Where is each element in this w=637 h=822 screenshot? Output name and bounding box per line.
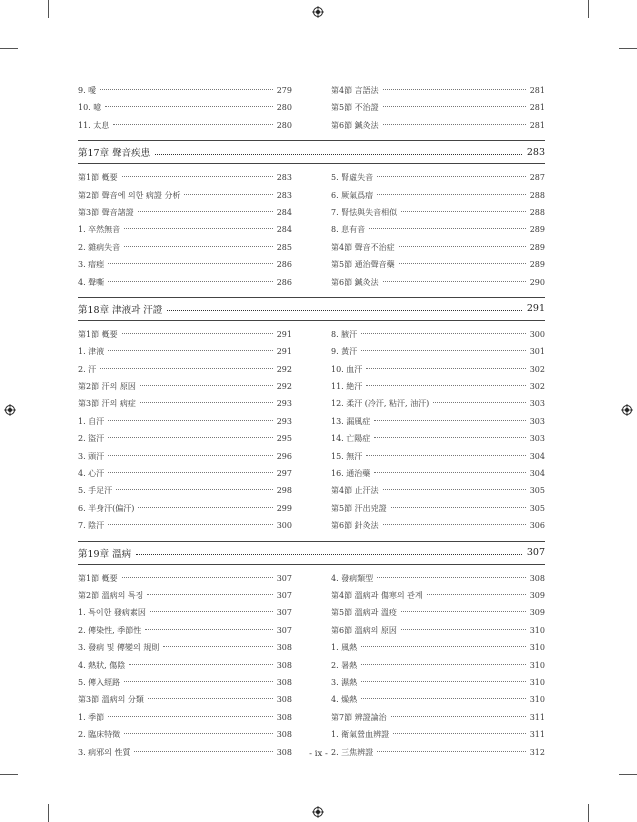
entry-title: 7. 陰汗	[78, 521, 105, 531]
entry-page: 291	[276, 347, 292, 357]
toc-entry	[331, 395, 545, 412]
chapter-page: 307	[526, 547, 545, 559]
leader-dots	[155, 154, 522, 155]
entry-page: 293	[276, 399, 292, 409]
entry-title: 5. 傳入經路	[78, 677, 121, 687]
entry-title: 第6節 鍼灸法	[331, 120, 379, 130]
leader-dots	[148, 698, 273, 699]
entry-page: 305	[529, 486, 545, 496]
entry-page: 284	[276, 225, 292, 235]
leader-dots	[122, 333, 273, 334]
toc-entry	[331, 604, 545, 621]
crop-mark	[619, 48, 637, 49]
entry-page: 308	[276, 677, 292, 687]
leader-dots	[122, 577, 273, 578]
toc-entry	[331, 448, 545, 465]
crop-mark	[588, 804, 589, 822]
toc-entry	[78, 343, 292, 360]
entry-page: 304	[529, 469, 545, 479]
entry-title: 2. 雜病失音	[78, 242, 121, 252]
toc-entry	[331, 517, 545, 534]
entry-page: 280	[276, 103, 292, 113]
entry-title: 第4節 止汗法	[331, 486, 379, 496]
leader-dots	[124, 681, 273, 682]
toc-entry	[78, 378, 292, 395]
leader-dots	[383, 106, 526, 107]
entry-page: 298	[276, 486, 292, 496]
leader-dots	[108, 350, 273, 351]
entry-page: 300	[529, 329, 545, 339]
chapter-17-entries	[78, 169, 545, 291]
leader-dots	[374, 437, 525, 438]
right-column	[331, 169, 545, 291]
registration-mark-icon	[312, 6, 324, 18]
entry-page: 292	[276, 364, 292, 374]
entry-page: 308	[276, 730, 292, 740]
entry-page: 289	[529, 242, 545, 252]
leader-dots	[399, 263, 526, 264]
entry-title: 6. 半身汗(偏汗)	[78, 503, 135, 513]
entry-title: 第4節 言語法	[331, 86, 379, 95]
entry-title: 3. 病邪의 性質	[78, 747, 131, 757]
toc-entry	[331, 726, 545, 743]
entry-page: 310	[529, 695, 545, 705]
leader-dots	[383, 489, 526, 490]
leader-dots	[361, 681, 526, 682]
entry-title: 12. 柔汗 (冷汗, 粘汗, 油汗)	[331, 399, 430, 409]
toc-entry	[331, 657, 545, 674]
entry-page: 304	[529, 451, 545, 461]
toc-entry	[78, 570, 292, 587]
toc-entry	[331, 587, 545, 604]
entry-page: 296	[276, 451, 292, 461]
leader-dots	[361, 646, 526, 647]
toc-entry	[78, 256, 292, 273]
entry-title: 3. 頭汗	[78, 451, 105, 461]
entry-page: 303	[529, 434, 545, 444]
entry-title: 15. 無汗	[331, 451, 363, 461]
toc-entry	[78, 587, 292, 604]
toc-entry	[78, 413, 292, 430]
chapter-19-entries	[78, 570, 545, 761]
crop-mark	[48, 0, 49, 18]
entry-page: 290	[529, 277, 545, 287]
toc-entry	[78, 361, 292, 378]
entry-title: 1. 卒然無音	[78, 225, 121, 235]
entry-title: 1. 특이한 發病素因	[78, 608, 146, 618]
entry-page: 307	[276, 573, 292, 583]
entry-page: 302	[529, 382, 545, 392]
toc-entry	[331, 221, 545, 238]
entry-page: 289	[529, 260, 545, 270]
entry-title: 第5節 不治證	[331, 103, 379, 113]
leader-dots	[366, 385, 525, 386]
entry-page: 310	[529, 625, 545, 635]
leader-dots	[116, 489, 273, 490]
leader-dots	[129, 664, 272, 665]
entry-page: 292	[276, 382, 292, 392]
intro-section	[78, 82, 545, 134]
entry-page: 306	[529, 521, 545, 531]
leader-dots	[361, 698, 526, 699]
entry-title: 5. 手足汗	[78, 486, 113, 496]
entry-title: 第2節 汗의 原因	[78, 382, 136, 392]
toc-entry	[331, 465, 545, 482]
entry-title: 2. 盜汗	[78, 434, 105, 444]
entry-page: 288	[529, 190, 545, 200]
page-number: - ix -	[309, 749, 328, 759]
entry-page: 300	[276, 521, 292, 531]
leader-dots	[100, 89, 273, 90]
entry-title: 14. 亡陽症	[331, 434, 371, 444]
right-column	[331, 326, 545, 535]
toc-entry	[331, 117, 545, 134]
entry-title: 1. 季節	[78, 712, 105, 722]
entry-title: 第1節 槪要	[78, 329, 118, 339]
leader-dots	[124, 733, 273, 734]
leader-dots	[401, 211, 526, 212]
leader-dots	[377, 176, 526, 177]
entry-title: 第4節 溫病과 傷寒의 관계	[331, 590, 423, 600]
left-column	[78, 570, 292, 761]
crop-mark	[48, 804, 49, 822]
entry-page: 286	[276, 260, 292, 270]
entry-page: 309	[529, 608, 545, 618]
toc-entry	[78, 187, 292, 204]
leader-dots	[401, 629, 526, 630]
entry-title: 第2節 溫病의 특징	[78, 590, 144, 600]
leader-dots	[140, 402, 273, 403]
leader-dots	[383, 124, 526, 125]
entry-page: 307	[276, 608, 292, 618]
leader-dots	[383, 281, 526, 282]
entry-page: 283	[276, 173, 292, 183]
left-column	[78, 169, 292, 291]
toc-entry	[331, 204, 545, 221]
entry-title: 16. 通治藥	[331, 469, 371, 479]
leader-dots	[167, 310, 522, 311]
entry-page: 312	[529, 747, 545, 757]
toc-entry	[331, 482, 545, 499]
toc-entry	[78, 169, 292, 186]
toc-entry	[78, 500, 292, 517]
entry-title: 第5節 汗出兇證	[331, 503, 387, 513]
entry-title: 2. 暑熱	[331, 660, 358, 670]
leader-dots	[124, 228, 273, 229]
leader-dots	[369, 228, 526, 229]
leader-dots	[427, 594, 526, 595]
toc-entry	[78, 622, 292, 639]
toc-entry	[331, 239, 545, 256]
toc-entry	[331, 691, 545, 708]
entry-page: 303	[529, 416, 545, 426]
entry-page: 291	[276, 329, 292, 339]
entry-title: 9. 噯	[78, 86, 97, 95]
entry-title: 5. 腎虛失音	[331, 173, 374, 183]
entry-title: 2. 汗	[78, 364, 97, 374]
entry-title: 4. 熱狀, 傷陰	[78, 660, 126, 670]
entry-page: 308	[276, 660, 292, 670]
entry-title: 第6節 鍼灸法	[331, 277, 379, 287]
entry-title: 4. 心汗	[78, 469, 105, 479]
entry-title: 第5節 溫病과 溫疫	[331, 608, 397, 618]
toc-entry	[331, 430, 545, 447]
entry-title: 1. 自汗	[78, 416, 105, 426]
chapter-18-entries	[78, 326, 545, 535]
toc-entry	[78, 517, 292, 534]
chapter-title: 第17章 聲音疾患	[78, 148, 151, 160]
crop-mark	[588, 0, 589, 18]
toc-entry	[78, 604, 292, 621]
entry-title: 3. 發病 및 傳變의 規則	[78, 643, 160, 653]
entry-title: 10. 噫	[78, 103, 102, 113]
entry-title: 1. 風熱	[331, 643, 358, 653]
entry-page: 279	[276, 86, 292, 95]
leader-dots	[383, 524, 526, 525]
toc-entry	[78, 430, 292, 447]
toc-entry	[78, 274, 292, 291]
leader-dots	[108, 455, 273, 456]
entry-page: 286	[276, 277, 292, 287]
entry-title: 第6節 針灸法	[331, 521, 379, 531]
leader-dots	[138, 211, 273, 212]
chapter-page: 291	[526, 303, 545, 315]
toc-entry	[331, 570, 545, 587]
entry-title: 2. 三焦辨證	[331, 747, 374, 757]
entry-page: 281	[529, 86, 545, 95]
toc-entry	[78, 657, 292, 674]
toc-entry	[78, 117, 292, 134]
toc-entry	[331, 343, 545, 360]
chapter-heading	[78, 541, 545, 565]
entry-page: 295	[276, 434, 292, 444]
entry-title: 8. 息有音	[331, 225, 366, 235]
leader-dots	[393, 733, 526, 734]
chapter-heading	[78, 297, 545, 321]
leader-dots	[138, 507, 272, 508]
crop-mark	[619, 774, 637, 775]
entry-page: 280	[276, 120, 292, 130]
toc-entry	[78, 395, 292, 412]
toc-entry	[78, 465, 292, 482]
toc-entry	[78, 326, 292, 343]
toc-entry	[331, 639, 545, 656]
entry-title: 3. 濕熱	[331, 677, 358, 687]
entry-title: 第4節 聲音不治症	[331, 242, 395, 252]
toc-entry	[78, 691, 292, 708]
entry-page: 302	[529, 364, 545, 374]
leader-dots	[145, 629, 272, 630]
entry-page: 308	[276, 712, 292, 722]
entry-page: 310	[529, 660, 545, 670]
leader-dots	[383, 89, 526, 90]
chapter-title: 第18章 津液과 汗證	[78, 304, 163, 316]
leader-dots	[399, 246, 526, 247]
leader-dots	[377, 577, 526, 578]
registration-mark-icon	[312, 806, 324, 818]
entry-page: 289	[529, 225, 545, 235]
toc-entry	[331, 169, 545, 186]
toc-entry	[78, 204, 292, 221]
toc-entry	[331, 274, 545, 291]
entry-page: 309	[529, 590, 545, 600]
entry-page: 307	[276, 590, 292, 600]
toc-entry	[78, 448, 292, 465]
entry-page: 297	[276, 469, 292, 479]
entry-title: 4. 燥熱	[331, 695, 358, 705]
entry-title: 第1節 槪要	[78, 573, 118, 583]
leader-dots	[361, 333, 526, 334]
intro-left-column	[78, 82, 292, 134]
leader-dots	[108, 420, 273, 421]
entry-title: 4. 聲嘶	[78, 277, 105, 287]
toc-entry	[331, 82, 545, 99]
leader-dots	[147, 594, 272, 595]
toc-entry	[78, 709, 292, 726]
entry-page: 311	[529, 712, 545, 722]
toc-entry	[331, 413, 545, 430]
entry-page: 311	[529, 730, 545, 740]
leader-dots	[108, 263, 273, 264]
entry-title: 13. 漏風症	[331, 416, 371, 426]
leader-dots	[108, 281, 273, 282]
entry-title: 9. 黃汗	[331, 347, 358, 357]
entry-page: 288	[529, 207, 545, 217]
leader-dots	[377, 194, 526, 195]
leader-dots	[124, 246, 273, 247]
leader-dots	[366, 368, 525, 369]
entry-title: 第1節 槪要	[78, 173, 118, 183]
entry-page: 308	[276, 747, 292, 757]
leader-dots	[391, 716, 526, 717]
leader-dots	[163, 646, 272, 647]
toc-entry	[331, 378, 545, 395]
toc-entry	[78, 99, 292, 116]
entry-title: 6. 厥氣爲瘖	[331, 190, 374, 200]
intro-right-column	[331, 82, 545, 134]
entry-title: 第3節 聲音諸證	[78, 207, 134, 217]
entry-title: 8. 腋汗	[331, 329, 358, 339]
leader-dots	[391, 507, 526, 508]
chapter-title: 第19章 溫病	[78, 548, 132, 560]
entry-page: 310	[529, 643, 545, 653]
leader-dots	[122, 176, 273, 177]
toc-entry	[331, 709, 545, 726]
entry-title: 第6節 溫病의 原因	[331, 625, 397, 635]
entry-page: 284	[276, 207, 292, 217]
toc-entry	[78, 82, 292, 99]
registration-mark-icon	[4, 404, 16, 416]
leader-dots	[361, 664, 526, 665]
crop-mark	[0, 48, 18, 49]
toc-entry	[331, 256, 545, 273]
entry-title: 2. 傳染性, 季節性	[78, 625, 142, 635]
entry-page: 299	[276, 503, 292, 513]
entry-page: 301	[529, 347, 545, 357]
chapter-page: 283	[526, 146, 545, 158]
toc-entry	[78, 482, 292, 499]
entry-page: 293	[276, 416, 292, 426]
leader-dots	[108, 524, 273, 525]
leader-dots	[366, 455, 525, 456]
leader-dots	[433, 402, 525, 403]
leader-dots	[374, 472, 525, 473]
entry-title: 11. 太息	[78, 120, 110, 130]
entry-title: 11. 絶汗	[331, 382, 363, 392]
crop-mark	[0, 774, 18, 775]
entry-title: 7. 腎怯與失音相似	[331, 207, 398, 217]
leader-dots	[150, 611, 273, 612]
toc-entry	[78, 726, 292, 743]
entry-page: 305	[529, 503, 545, 513]
table-of-contents	[78, 82, 545, 761]
entry-page: 308	[276, 695, 292, 705]
chapter-heading	[78, 140, 545, 164]
entry-page: 283	[276, 190, 292, 200]
entry-page: 285	[276, 242, 292, 252]
toc-entry	[331, 674, 545, 691]
entry-title: 第5節 通治聲音藥	[331, 260, 395, 270]
entry-page: 307	[276, 625, 292, 635]
leader-dots	[374, 420, 525, 421]
leader-dots	[100, 368, 273, 369]
leader-dots	[136, 554, 522, 555]
entry-title: 4. 發病類型	[331, 573, 374, 583]
toc-entry	[331, 99, 545, 116]
entry-page: 303	[529, 399, 545, 409]
leader-dots	[108, 437, 273, 438]
entry-title: 1. 津液	[78, 347, 105, 357]
leader-dots	[105, 106, 272, 107]
entry-page: 308	[529, 573, 545, 583]
entry-title: 第3節 溫病의 分類	[78, 695, 144, 705]
entry-page: 308	[276, 643, 292, 653]
leader-dots	[108, 472, 273, 473]
leader-dots	[108, 716, 273, 717]
leader-dots	[401, 611, 526, 612]
entry-page: 310	[529, 677, 545, 687]
toc-entry	[78, 639, 292, 656]
leader-dots	[184, 194, 272, 195]
entry-title: 第2節 聲音에 의한 病證 分析	[78, 190, 181, 200]
toc-entry	[78, 239, 292, 256]
leader-dots	[113, 124, 272, 125]
entry-page: 287	[529, 173, 545, 183]
toc-entry	[78, 221, 292, 238]
entry-title: 第3節 汗의 病症	[78, 399, 136, 409]
entry-title: 10. 血汗	[331, 364, 363, 374]
entry-title: 第7節 辨證論治	[331, 712, 387, 722]
leader-dots	[361, 350, 526, 351]
entry-page: 281	[529, 103, 545, 113]
toc-entry	[331, 500, 545, 517]
toc-entry	[331, 326, 545, 343]
toc-entry	[331, 187, 545, 204]
entry-title: 1. 衛氣營血辨證	[331, 730, 390, 740]
entry-title: 3. 瘖瘂	[78, 260, 105, 270]
toc-entry	[331, 361, 545, 378]
toc-entry	[78, 674, 292, 691]
leader-dots	[140, 385, 273, 386]
entry-title: 2. 臨床特徵	[78, 730, 121, 740]
right-column	[331, 570, 545, 761]
registration-mark-icon	[621, 404, 633, 416]
left-column	[78, 326, 292, 535]
entry-page: 281	[529, 120, 545, 130]
toc-entry	[331, 622, 545, 639]
